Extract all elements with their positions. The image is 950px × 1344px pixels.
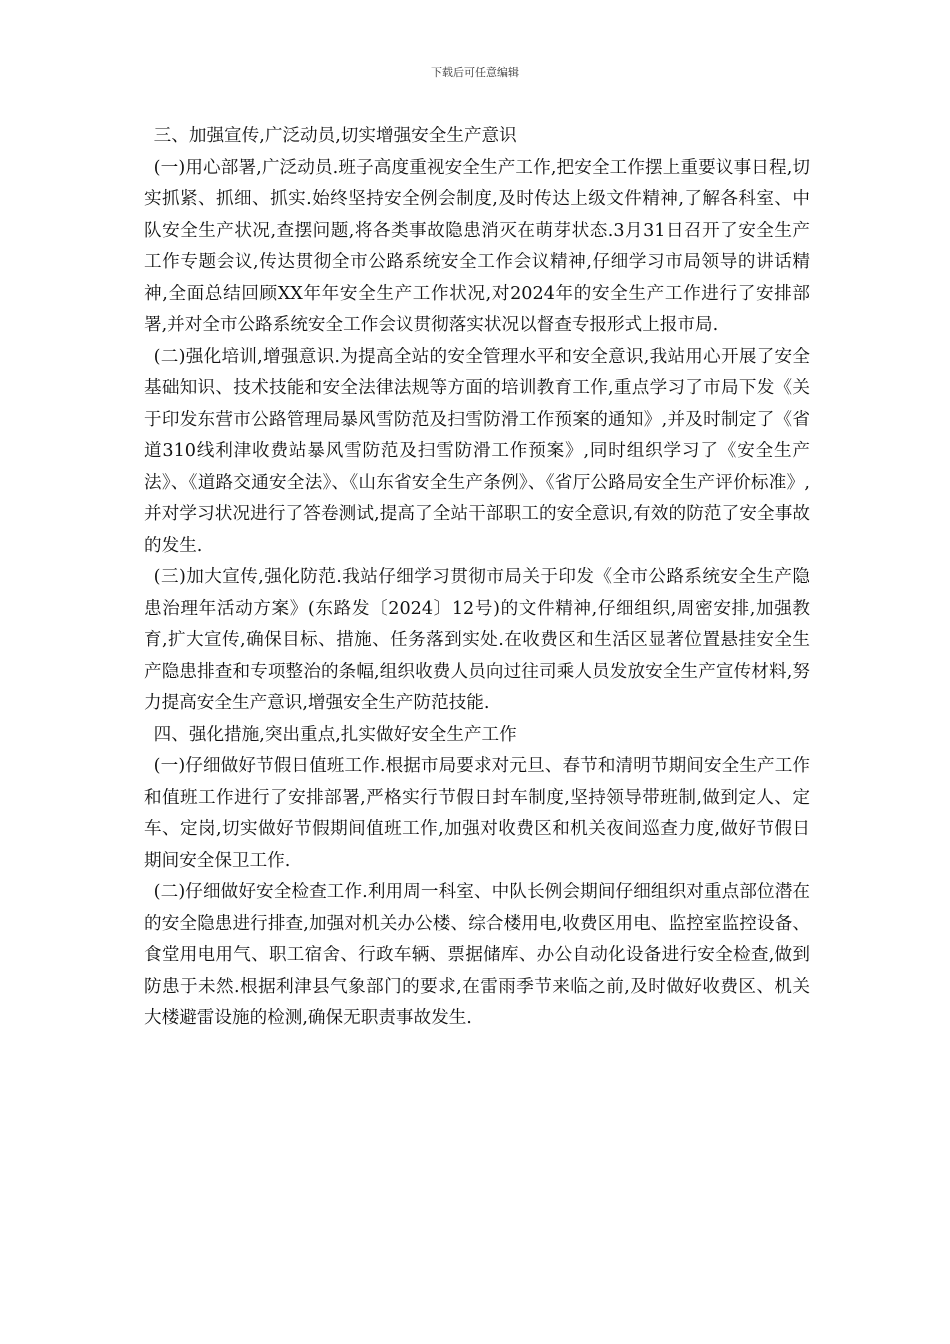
paragraph-3-2: (二)强化培训,增强意识.为提高全站的安全管理水平和安全意识,我站用心开展了安全基础知识、技术技能和安全法律法规等方面的培训教育工作,重点学习了市局下发《关于印发东营市公路管理局暴风雪防范及扫雪防滑工作预案的通知》,并及时制定了《省道310线利津收费站暴风雪防范及扫雪防滑工作预案》,同时组织学习了《安全生产法》、《道路交通安全法》、《山东省安全生产条例》、《省厅公路局安全生产评价标准》,并对学习状况进行了答卷测试,提高了全站干部职工的安全意识,有效的防范了安全事故的发生. (144, 346, 810, 556)
section-heading-4: 四、强化措施,突出重点,扎实做好安全生产工作 (153, 724, 517, 745)
paragraph-3-3: (三)加大宣传,强化防范.我站仔细学习贯彻市局关于印发《全市公路系统安全生产隐患治理年活动方案》(东路发〔2024〕12号)的文件精神,仔细组织,周密安排,加强教育,扩大宣传,确保目标、措施、任务落到实处.在收费区和生活区显著位置悬挂安全生产隐患排查和专项整治的条幅,组织收费人员向过往司乘人员发放安全生产宣传材料,努力提高安全生产意识,增强安全生产防范技能. (144, 567, 810, 713)
paragraph-3-1: (一)用心部署,广泛动员.班子高度重视安全生产工作,把安全工作摆上重要议事日程,切实抓紧、抓细、抓实.始终坚持安全例会制度,及时传达上级文件精神,了解各科室、中队安全生产状况,查摆问题,将各类事故隐患消灭在萌芽状态.3月31日召开了安全生产工作专题会议,传达贯彻全市公路系统安全工作会议精神,仔细学习市局领导的讲话精神,全面总结回顾XX年年安全生产工作状况,对2024年的安全生产工作进行了安排部署,并对全市公路系统安全工作会议贯彻落实状况以督查专报形式上报市局. (144, 157, 810, 335)
section-heading-3: 三、加强宣传,广泛动员,切实增强安全生产意识 (153, 126, 517, 146)
paragraph-4-1: (一)仔细做好节假日值班工作.根据市局要求对元旦、春节和清明节期间安全生产工作和值班工作进行了安排部署,严格实行节假日封车制度,坚持领导带班制,做到定人、定车、定岗,切实做好节假期间值班工作,加强对收费区和机关夜间巡查力度,做好节假日期间安全保卫工作. (144, 756, 810, 871)
document-body (144, 121, 810, 1035)
paragraph-4-2: (二)仔细做好安全检查工作.利用周一科室、中队长例会期间仔细组织对重点部位潜在的安全隐患进行排查,加强对机关办公楼、综合楼用电,收费区用电、监控室监控设备、食堂用电用气、职工宿舍、行政车辆、票据储库、办公自动化设备进行安全检查,做到防患于未然.根据利津县气象部门的要求,在雷雨季节来临之前,及时做好收费区、机关大楼避雷设施的检测,确保无职责事故发生. (144, 882, 810, 1028)
header-note: 下载后可任意编辑 (431, 66, 519, 79)
